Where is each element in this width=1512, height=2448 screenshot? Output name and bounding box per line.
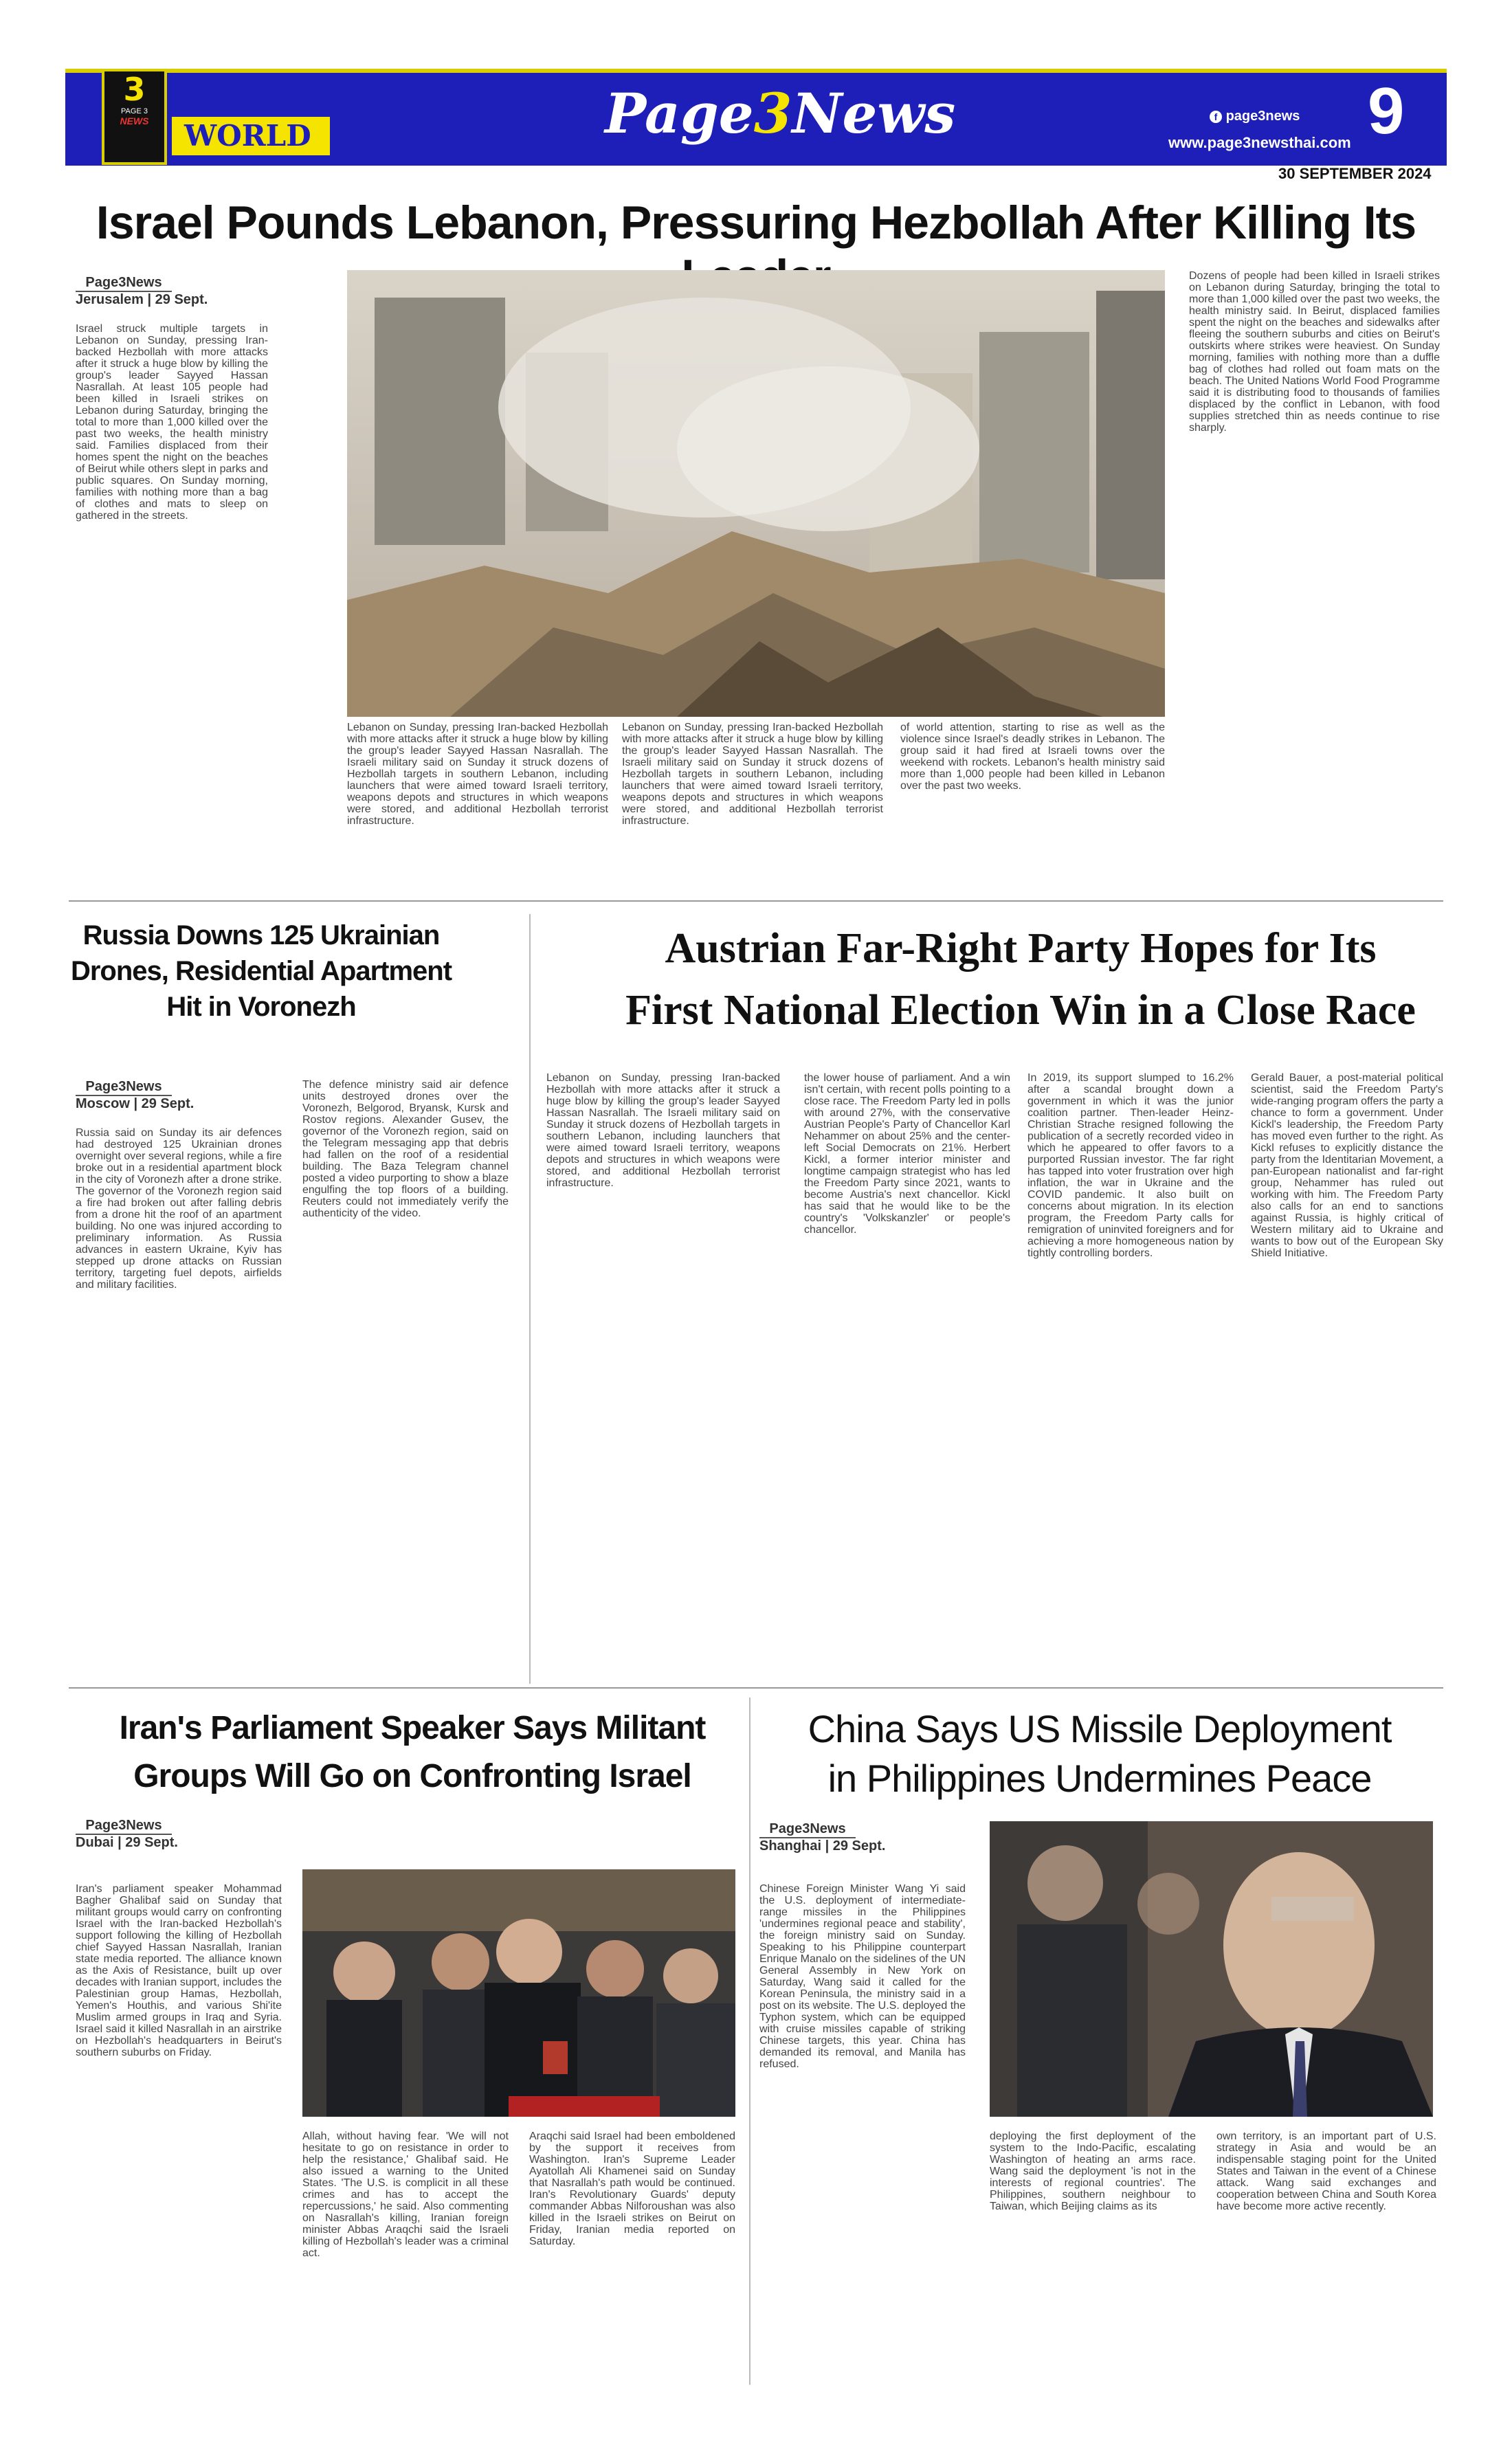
china-column-3: own territory, is an important part of U.S. strategy in Asia and would be an indispensable staging point for the United States and Taiwan in the event of a Chinese attack. Wang said exchanges and cooperation between China and South Korea have become more active recently.	[1216, 2130, 1436, 2212]
lead-column-1: Israel struck multiple targets in Lebanon on Sunday, pressing Iran-backed Hezbollah with more attacks after it struck a huge blow by killing the group's leader Sayyed Hassan Nasrallah. At least 105 people had been killed in Israeli strikes on Lebanon during Saturday, bringing the total to more than 1,000 killed over the past two weeks, the health ministry said. Families displaced from their homes spent the night on the beaches of Beirut while others slept in parks and public squares. On Sunday morning, families with nothing more than a bag of clothes and mats to sleep on gathered in the streets.	[76, 323, 268, 522]
iran-byline: Page3News Dubai | 29 Sept.	[76, 1818, 178, 1850]
section-divider-2	[69, 1687, 1443, 1689]
brand-wordmark[interactable]: Page3News	[605, 81, 956, 146]
website-url[interactable]: www.page3newsthai.com	[1168, 134, 1351, 151]
facebook-handle[interactable]: f page3news	[1210, 109, 1300, 124]
section-label: WORLD	[172, 117, 330, 155]
drones-column-2: The defence ministry said air defence units destroyed drones over the Voronezh, Belgorod, Bryansk, Kursk and Rostov regions. Alexander Gusev, the governor of the Voronezh region, said on the Telegram messaging app that debris had fallen on the roof of a residential building. The Baza Telegram channel posted a video purporting to show a blaze engulfing the top floors of a building. Reuters could not immediately verify the authenticity of the video.	[302, 1079, 509, 1219]
china-headline: China Says US Missile Deployment in Philippines Undermines Peace	[808, 1707, 1392, 1800]
lead-column-4: Dozens of people had been killed in Israeli strikes on Lebanon during Saturday, bringing the total to more than 1,000 killed over the past two weeks, the health ministry said. In Beirut, displaced families spent the night on the beaches and sidewalks after fleeing the southern suburbs and cities on Beirut's outskirts where strikes were heaviest. On Sunday morning, families with nothing more than a duffle bag of clothes had rolled out foam mats on the beach. The United Nations World Food Programme said it is distributing food to thousands of families displaced by the conflict in Lebanon, with food supplies stretched thin as needs continue to rise sharply.	[1189, 270, 1440, 434]
facebook-icon: f	[1210, 111, 1222, 123]
drones-headline: Russia Downs 125 Ukrainian Drones, Residential Apartment Hit in Voronezh	[70, 920, 452, 1022]
iran-column-1: Iran's parliament speaker Mohammad Bagher Ghalibaf said on Sunday that militant groups would carry on confronting Israel with the Iran-backed Hezbollah's support following the killing of Hezbollah chief Sayyed Hassan Nasrallah, Iranian state media reported. The alliance known as the Axis of Resistance, built up over decades with Iranian support, includes the Palestinian group Hamas, Hezbollah, Yemen's Houthis, and various Shi'ite Muslim armed groups in Iraq and Syria. Israel said it killed Nasrallah in an airstrike on Hezbollah's headquarters in Beirut's southern suburbs on Friday.	[76, 1883, 282, 2058]
china-byline: Page3News Shanghai | 29 Sept.	[759, 1821, 886, 1854]
china-column-2: deploying the first deployment of the system to the Indo-Pacific, escalating Washington of heating an arms race. Wang said the deployment 'is not in the interests of regional countries'. The Philippines, southern neighbour to Taiwan, which Beijing claims as its	[990, 2130, 1196, 2212]
iran-photo-speaker	[302, 1869, 735, 2117]
lead-photo-rubble	[347, 270, 1165, 717]
drones-column-1: Russia said on Sunday its air defences had destroyed 125 Ukrainian drones overnight over several regions, while a fire broke out in a residential apartment block in the city of Voronezh after a drone strike. The governor of the Voronezh region said a fire had broken out after falling debris from a drone hit the roof of an apartment building. No one was injured according to preliminary information. As Russia advances in eastern Ukraine, Kyiv has stepped up drone attacks on Russian territory, targeting fuel depots, airfields and military facilities.	[76, 1127, 282, 1291]
austria-column-2: In 2019, its support slumped to 16.2% after a scandal brought down a government in which it was the junior coalition partner. Then-leader Heinz-Christian Strache resigned following the publication of a secretly recorded video in which he appeared to offer favors to a purported Russian investor. The far right has tapped into voter frustration over high inflation, the war in Ukraine and the COVID pandemic. It also built on concerns about migration. In its election program, the Freedom Party calls for remigration of uninvited foreigners and for achieving a more homogeneous nation by tightly controlling borders.	[1027, 1072, 1234, 1259]
iran-column-3: Araqchi said Israel had been emboldened by the support it receives from Washington. Iran's Supreme Leader Ayatollah Ali Khamenei said on Sunday that Nasrallah's path would be continued. Iran's Revolutionary Guards' deputy commander Abbas Nilforoushan was also killed in the Israeli strikes on Beirut on Friday, Iranian media reported on Saturday.	[529, 2130, 735, 2247]
lead-headline: Israel Pounds Lebanon, Pressuring Hezbollah After Killing Its	[96, 197, 1416, 249]
brand-logo[interactable]: 3 PAGE 3 NEWS	[102, 69, 167, 165]
drones-byline: Page3News Moscow | 29 Sept.	[76, 1079, 194, 1111]
china-column-1: Chinese Foreign Minister Wang Yi said the U.S. deployment of intermediate-range missiles in the Philippines 'undermines regional peace and stability', the foreign ministry said on Sunday. Speaking to his Philippine counterpart Enrique Manalo on the sidelines of the UN General Assembly in New York on Saturday, Wang said it called for the Korean Peninsula, the ministry said in a post on its website. The U.S. deployed the Typhon system, which can be equipped with cruise missiles capable of striking Chinese targets, this year. China has demanded its removal, and Manila has refused.	[759, 1883, 966, 2070]
austria-column-1: the lower house of parliament. And a win isn't certain, with recent polls pointing to a close race. The Freedom Party led in polls with around 27%, with the conservative Austrian People's Party of Chancellor Karl Nehammer on about 25% and the center-left Social Democrats on 21%. Herbert Kickl, a former interior minister and longtime campaign strategist who has led the Freedom Party since 2021, wants to become Austria's next chancellor. Kickl has said that he would like to be the country's 'Volkskanzler' or people's chancellor.	[804, 1072, 1010, 1236]
column-divider	[529, 914, 531, 1684]
lead-column-3: of world attention, starting to rise as well as the violence since Israel's deadly strikes in Lebanon. The group said it had fired at Israeli towns over the weekend with rockets. Lebanon's health ministry said more than 1,000 people had been killed in Lebanon over the past two weeks.	[900, 722, 1165, 792]
page-number: 9	[1368, 74, 1405, 148]
lead-column-2b: Lebanon on Sunday, pressing Iran-backed Hezbollah with more attacks after it struck a huge blow by killing the group's leader Sayyed Hassan Nasrallah. The Israeli military said on Sunday it struck dozens of Hezbollah targets in southern Lebanon, including launchers that were aimed toward Israeli territory, weapons depots and structures in which weapons were stored, and additional Hezbollah terrorist infrastructure.	[622, 722, 883, 827]
austria-headline: Austrian Far-Right Party Hopes for Its First National Election Win in a Close Race	[625, 925, 1416, 1034]
china-photo-minister	[990, 1821, 1433, 2117]
austria-column-3: Gerald Bauer, a post-material political scientist, said the Freedom Party's wide-ranging program offers the party a chance to form a government. Under Kickl's leadership, the Freedom Party has moved even further to the right. As Kickl refuses to explicitly distance the party from the Identitarian Movement, a pan-European nationalist and far-right group, Nehammer has ruled out working with him. The Freedom Party also calls for an end to sanctions against Russia, is highly critical of Western military aid to Ukraine and wants to bow out of the European Sky Shield Initiative.	[1251, 1072, 1443, 1259]
iran-headline: Iran's Parliament Speaker Says Militant Groups Will Go on Confronting Israel	[119, 1710, 706, 1794]
iran-column-2: Allah, without having fear. 'We will not hesitate to go on resistance in order to help the resistance,' Ghalibaf said. He also issued a warning to the United States. 'The U.S. is complicit in all these crimes and has to accept the repercussions,' he said. Also commenting on Nasrallah's killing, Iranian foreign minister Abbas Araqchi said the Israeli killing of Hezbollah's leader was a criminal act.	[302, 2130, 509, 2259]
column-divider-2	[749, 1698, 751, 2385]
lead-byline: Page3News Jerusalem | 29 Sept.	[76, 275, 208, 307]
section-divider	[69, 900, 1443, 902]
publication-date: 30 SEPTEMBER 2024	[1278, 165, 1432, 182]
lead-column-2: Lebanon on Sunday, pressing Iran-backed Hezbollah with more attacks after it struck a huge blow by killing the group's leader Sayyed Hassan Nasrallah. The Israeli military said on Sunday it struck dozens of Hezbollah targets in southern Lebanon, including launchers that were aimed toward Israeli territory, weapons depots and structures in which weapons were stored, and additional Hezbollah terrorist infrastructure.	[347, 722, 608, 827]
austria-column-0: Lebanon on Sunday, pressing Iran-backed Hezbollah with more attacks after it struck a huge blow by killing the group's leader Sayyed Hassan Nasrallah. The Israeli military said on Sunday it struck dozens of Hezbollah targets in southern Lebanon, including launchers that were aimed toward Israeli territory, weapons depots and structures in which weapons were stored, and additional Hezbollah terrorist infrastructure.	[546, 1072, 780, 1189]
